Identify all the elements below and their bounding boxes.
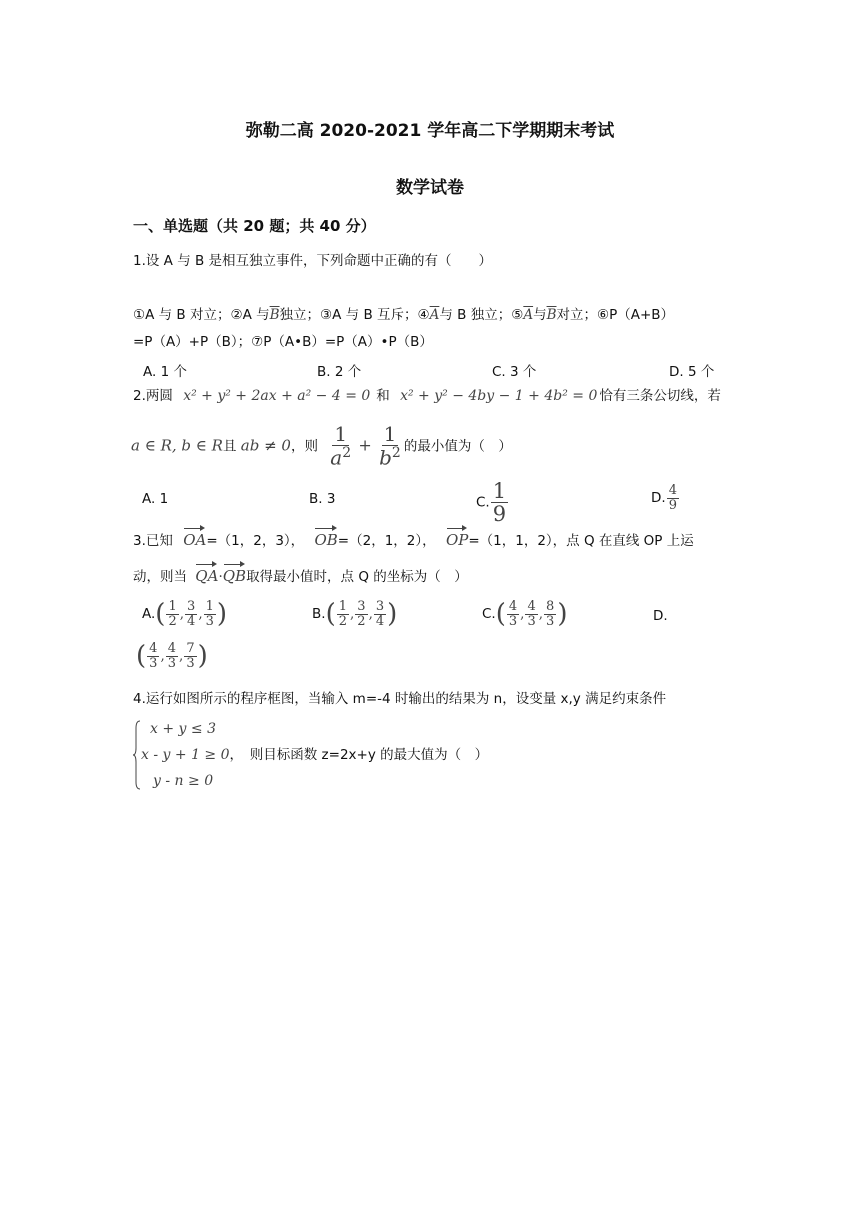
q2-line1 bbox=[133, 386, 721, 406]
vector-qb: QB bbox=[223, 562, 246, 586]
q2-option-d[interactable]: D. $\frac{4}{9}$ bbox=[651, 483, 677, 513]
q2-option-b[interactable]: B. 3 bbox=[309, 491, 336, 507]
q1-option-c[interactable]: C. 3 个 bbox=[492, 364, 537, 380]
q3-line2a: 动，则当 bbox=[133, 569, 187, 585]
q1-s5: 对立；⑥P（A+B） bbox=[556, 307, 675, 323]
q3-line1 bbox=[133, 526, 694, 551]
fraction-1-over-9: $\frac{1}{9}$ bbox=[492, 479, 507, 527]
q3-option-b[interactable]: B.( $\frac{1}{2}$ , $\frac{3}{2}$ , $\frac{3}{4}$ ) bbox=[312, 598, 398, 629]
q1-option-b[interactable]: B. 2 个 bbox=[317, 364, 362, 380]
plus-sign: + bbox=[358, 435, 372, 455]
fraction-1-over-b2: $\frac{1}{b^2}$ bbox=[379, 422, 401, 470]
q2-ask: 的最小值为（ ） bbox=[403, 438, 512, 455]
vector-op: OP bbox=[446, 526, 468, 550]
fraction-4-over-9: $\frac{4}{9}$ bbox=[668, 483, 677, 513]
q2-cond-a: a ∈ R, b ∈ R bbox=[131, 436, 223, 455]
a-bar-symbol: $\overline{A}$ bbox=[429, 307, 440, 323]
q2-cond-and: 且 bbox=[222, 438, 237, 455]
q1-s1: ①A 与 B 对立；②A 与 bbox=[133, 307, 270, 323]
vector-ob: OB bbox=[314, 526, 337, 550]
exam-subject: 数学试卷 bbox=[396, 178, 464, 198]
section-heading: 一、单选题（共 20 题；共 40 分） bbox=[133, 217, 376, 235]
q1-s4: 与 bbox=[533, 307, 547, 323]
q1-line2: =P（A）+P（B）；⑦P（A•B）=P（A）•P（B） bbox=[133, 334, 433, 350]
a-bar-symbol: $\overline{A}$ bbox=[523, 307, 534, 323]
q2-prefix: 2.两圆 bbox=[133, 388, 173, 404]
q3-op: =（1，1，2），点 Q 在直线 OP 上运 bbox=[468, 533, 694, 549]
q3-option-c[interactable]: C.( $\frac{4}{3}$ , $\frac{4}{3}$ , $\frac{8}{3}$ ) bbox=[482, 598, 568, 629]
fraction-1-over-a2: $\frac{1}{a^2}$ bbox=[330, 422, 352, 470]
q2-cond-b: ab ≠ 0 bbox=[240, 436, 291, 455]
q1-s2: 独立；③A 与 B 互斥；④ bbox=[279, 307, 430, 323]
constraint-3: y - n ≥ 0 bbox=[153, 773, 214, 789]
q3-line2b: 取得最小值时，点 Q 的坐标为（ ） bbox=[246, 569, 468, 585]
q2-option-c[interactable]: C. $\frac{1}{9}$ bbox=[476, 479, 507, 527]
left-brace bbox=[133, 720, 141, 790]
q3-ob: =（2，1，2）， bbox=[337, 533, 436, 549]
q1-s3: 与 B 独立；⑤ bbox=[439, 307, 524, 323]
q2-line2 bbox=[131, 424, 512, 469]
q1-option-d[interactable]: D. 5 个 bbox=[669, 364, 715, 380]
q4-tail: ， 则目标函数 z=2x+y 的最大值为（ ） bbox=[229, 747, 489, 763]
vector-qa: QA bbox=[195, 562, 218, 586]
q4-stem: 4.运行如图所示的程序框图，当输入 m=-4 时输出的结果为 n，设变量 x,y 满足约束条件 bbox=[133, 691, 667, 707]
q1-statements bbox=[133, 305, 674, 325]
q3-option-d[interactable]: D. bbox=[653, 608, 668, 624]
vector-oa: OA bbox=[183, 526, 206, 550]
q3-option-a[interactable]: A.( $\frac{1}{2}$ , $\frac{3}{4}$ , $\frac{1}{3}$ ) bbox=[142, 598, 228, 629]
q2-then: ，则 bbox=[290, 438, 318, 455]
constraint-2: x - y + 1 ≥ 0 bbox=[141, 747, 230, 763]
b-bar-symbol: $\overline{B}$ bbox=[546, 307, 557, 323]
q3-line2: 动，则当 QA·QB取得最小值时，点 Q 的坐标为（ ） bbox=[133, 562, 468, 587]
q1-stem: 1.设 A 与 B 是相互独立事件，下列命题中正确的有（ ） bbox=[133, 253, 493, 269]
constraint-2-row bbox=[141, 745, 488, 765]
exam-title: 弥勒二高 2020-2021 学年高二下学期期末考试 bbox=[245, 121, 615, 141]
b-bar-symbol: $\overline{B}$ bbox=[269, 307, 280, 323]
q2-circle2: x² + y² − 4by − 1 + 4b² = 0 bbox=[400, 388, 598, 404]
q3-option-d-value: ( $\frac{4}{3}$ , $\frac{4}{3}$ , $\frac{7}{3}$ ) bbox=[136, 640, 208, 671]
q2-option-a[interactable]: A. 1 bbox=[142, 491, 169, 507]
q1-option-a[interactable]: A. 1 个 bbox=[143, 364, 187, 380]
q3-oa: =（1，2，3）， bbox=[206, 533, 305, 549]
constraint-1: x + y ≤ 3 bbox=[150, 721, 216, 737]
q2-and: 和 bbox=[376, 388, 390, 404]
q2-circle1: x² + y² + 2ax + a² − 4 = 0 bbox=[183, 388, 371, 404]
q3-prefix: 3.已知 bbox=[133, 533, 173, 549]
q2-suffix: 恰有三条公切线，若 bbox=[599, 388, 721, 404]
